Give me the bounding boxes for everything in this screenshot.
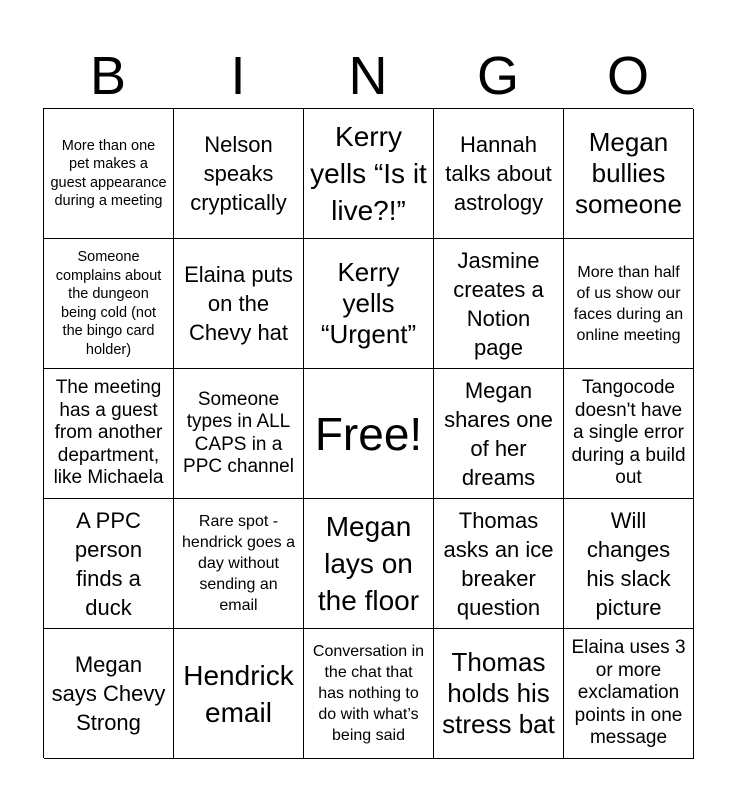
header-letter-b: B bbox=[89, 46, 127, 106]
cell-text: Thomas asks an ice breaker question bbox=[443, 507, 554, 620]
bingo-cell[interactable] bbox=[174, 239, 304, 369]
cell-text: Someone complains about the dungeon being cold (not the bingo card holder) bbox=[55, 249, 162, 358]
bingo-cell[interactable] bbox=[304, 239, 434, 369]
bingo-cell[interactable] bbox=[434, 369, 564, 499]
bingo-cell[interactable] bbox=[44, 369, 174, 499]
bingo-cell[interactable] bbox=[564, 369, 694, 499]
bingo-cell[interactable] bbox=[304, 499, 434, 629]
header-letter-n: N bbox=[348, 46, 388, 106]
bingo-cell[interactable] bbox=[304, 109, 434, 239]
cell-text: Thomas holds his stress bat bbox=[442, 647, 555, 739]
bingo-cell[interactable] bbox=[434, 629, 564, 759]
bingo-cell[interactable] bbox=[44, 499, 174, 629]
header-letter-o: O bbox=[606, 46, 649, 106]
cell-text: Hendrick email bbox=[183, 659, 294, 728]
cell-text: A PPC person finds a duck bbox=[74, 507, 143, 620]
cell-text: Megan shares one of her dreams bbox=[444, 377, 553, 490]
bingo-header bbox=[43, 44, 693, 108]
bingo-cell[interactable] bbox=[174, 369, 304, 499]
cell-text: Megan says Chevy Strong bbox=[51, 652, 166, 735]
cell-text: Rare spot - hendrick goes a day without sending an email bbox=[182, 513, 295, 614]
cell-text: More than one pet makes a guest appearance during a meeting bbox=[50, 137, 167, 209]
header-letter-g: G bbox=[476, 46, 519, 106]
bingo-cell[interactable] bbox=[434, 239, 564, 369]
bingo-cell[interactable] bbox=[44, 629, 174, 759]
cell-text: Megan lays on the floor bbox=[317, 511, 420, 616]
header-letter-i: I bbox=[230, 46, 246, 106]
cell-text: Will changes his slack picture bbox=[586, 507, 671, 620]
free-space-label: Free! bbox=[314, 407, 423, 460]
cell-text: Hannah talks about astrology bbox=[445, 132, 552, 215]
bingo-cell[interactable] bbox=[564, 629, 694, 759]
cell-text: Tangocode doesn't have a single error during a build out bbox=[571, 377, 686, 489]
bingo-cell[interactable] bbox=[564, 239, 694, 369]
cell-text: The meeting has a guest from another department, like Michaela bbox=[53, 377, 164, 489]
bingo-board bbox=[43, 108, 693, 758]
bingo-cell[interactable] bbox=[564, 109, 694, 239]
cell-text: Conversation in the chat that has nothing to do with what’s being said bbox=[312, 643, 425, 744]
bingo-cell[interactable] bbox=[434, 499, 564, 629]
bingo-cell[interactable] bbox=[174, 109, 304, 239]
free-space-cell[interactable] bbox=[304, 369, 434, 499]
cell-text: Elaina puts on the Chevy hat bbox=[184, 262, 293, 345]
bingo-cell[interactable] bbox=[304, 629, 434, 759]
cell-text: Megan bullies someone bbox=[575, 127, 682, 219]
bingo-cell[interactable] bbox=[434, 109, 564, 239]
bingo-cell[interactable] bbox=[44, 239, 174, 369]
cell-text: Kerry yells “Urgent” bbox=[320, 257, 417, 349]
cell-text: Jasmine creates a Notion page bbox=[453, 247, 544, 360]
bingo-cell[interactable] bbox=[174, 629, 304, 759]
cell-text: Elaina uses 3 or more exclamation points in one message bbox=[571, 637, 686, 749]
bingo-cell[interactable] bbox=[174, 499, 304, 629]
cell-text: Someone types in ALL CAPS in a PPC channel bbox=[183, 388, 294, 477]
bingo-cell[interactable] bbox=[564, 499, 694, 629]
bingo-cell[interactable] bbox=[44, 109, 174, 239]
cell-text: More than half of us show our faces during an online meeting bbox=[573, 263, 684, 344]
cell-text: Kerry yells “Is it live?!” bbox=[310, 121, 427, 226]
cell-text: Nelson speaks cryptically bbox=[190, 132, 287, 215]
